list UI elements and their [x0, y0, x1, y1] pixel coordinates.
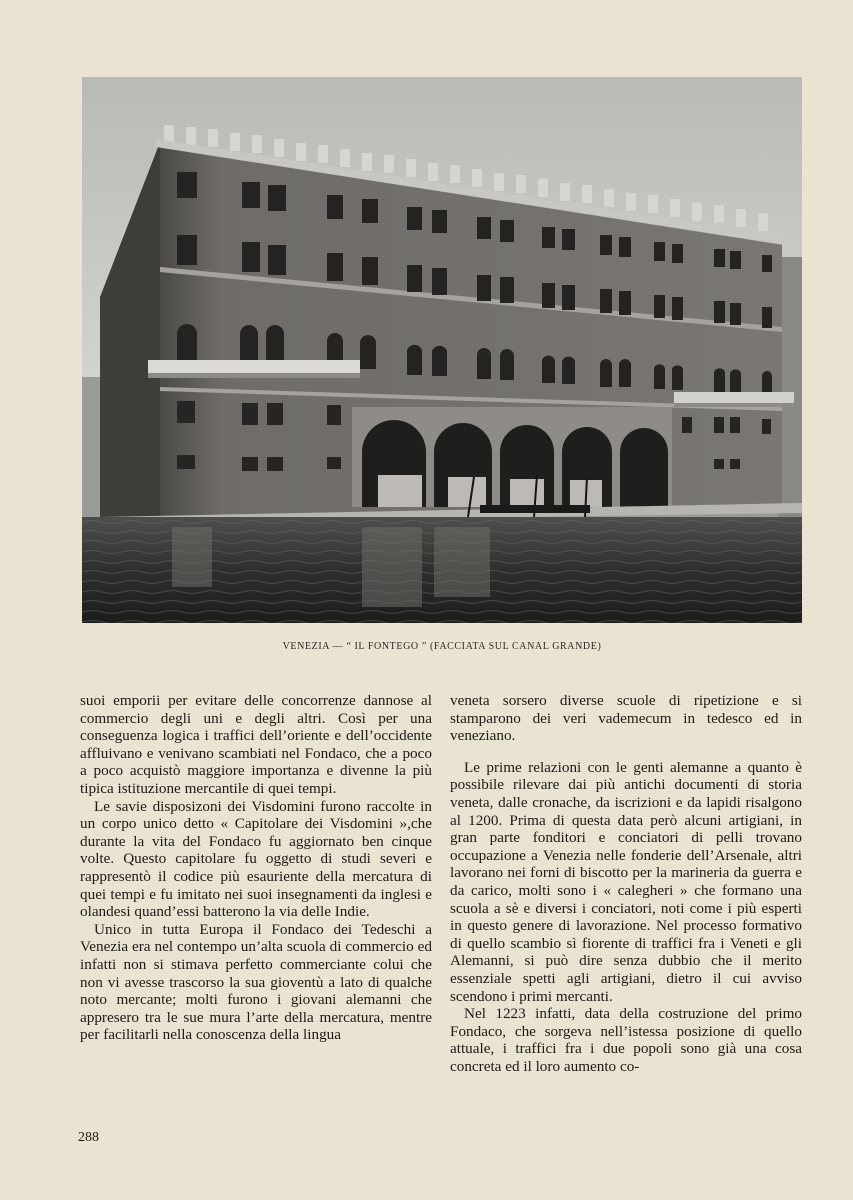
left-text-column [80, 692, 432, 1044]
paragraph: Le savie disposizoni dei Visdomini furono raccolte in un corpo unico detto « Capitolare dei Visdomini »,che durante la vita del Fondaco fu aggiornato ben cinque volte. Questo capitolare fu oggetto di studi severi e rappresentò il codice più esauriente della mercatura di quei tempi e fu imitato nei suoi insegnamenti da inglesi e olandesi quand’essi batterono la via delle Indie. [80, 797, 432, 921]
paragraph: Nel 1223 infatti, data della costruzione del primo Fondaco, che sorgeva nell’istessa posizione di quello attuale, i traffici fra i due popoli sono già una cosa concreta ed il loro aumento co- [450, 1005, 802, 1075]
page-number: 288 [78, 1130, 99, 1145]
fondaco-photograph [82, 77, 802, 623]
right-text-column [450, 692, 802, 1075]
paragraph: Le prime relazioni con le genti alemanne a quanto è possibile rilevare dai più antichi documenti di storia veneta, dalle cronache, da iscrizioni e da lapidi risalgono al 1200. Prima di questa data però alcuni artigiani, in gran parte fonditori e conciatori di pelli trovano occupazione a Venezia nelle fonderie dell’Arsenale, altri lavorano nei forni di biscotto per la marineria da guerra e da carico, molti sono i « calegheri » che formano una scuola a sè e diversi i conciatori, noti come i più esperti in questo genere di lavorazione. Nel processo formativo di quello scambio sì fiorente di traffici fra i Veneti e gli Alemanni, si può dire senza dubbio che il merito essenziale spetti agli artigiani, dietro il cui avviso scendono i primi mercanti. [450, 758, 802, 1005]
paragraph: Unico in tutta Europa il Fondaco dei Tedeschi a Venezia era nel contempo un’alta scuola di commercio ed infatti non si stimava perfetto commerciante colui che non vi avesse trascorso la sua gioventù a lato di qualche noto mercante; molti furono i giovani alemanni che appresero tra le sue mura l’arte della mercatura, mentre per facilitarli nella conoscenza della lingua [80, 920, 432, 1044]
paragraph: suoi emporii per evitare delle concorrenze dannose al commercio degli uni e degli altri. Così per una conseguenza logica i traffici dell’oriente e dell’occidente affluivano e venivano scambiati nel Fondaco, che a poco a poco acquistò maggiore importanza e divenne la più tipica istituzione mercantile di quei tempi. [80, 692, 432, 797]
paragraph: veneta sorsero diverse scuole di ripetizione e si stamparono dei veri vademecum in tedesco ed in veneziano. [450, 692, 802, 745]
figure-caption: VENEZIA — “ IL FONTEGO ” (FACCIATA SUL CANAL GRANDE) [282, 641, 602, 652]
